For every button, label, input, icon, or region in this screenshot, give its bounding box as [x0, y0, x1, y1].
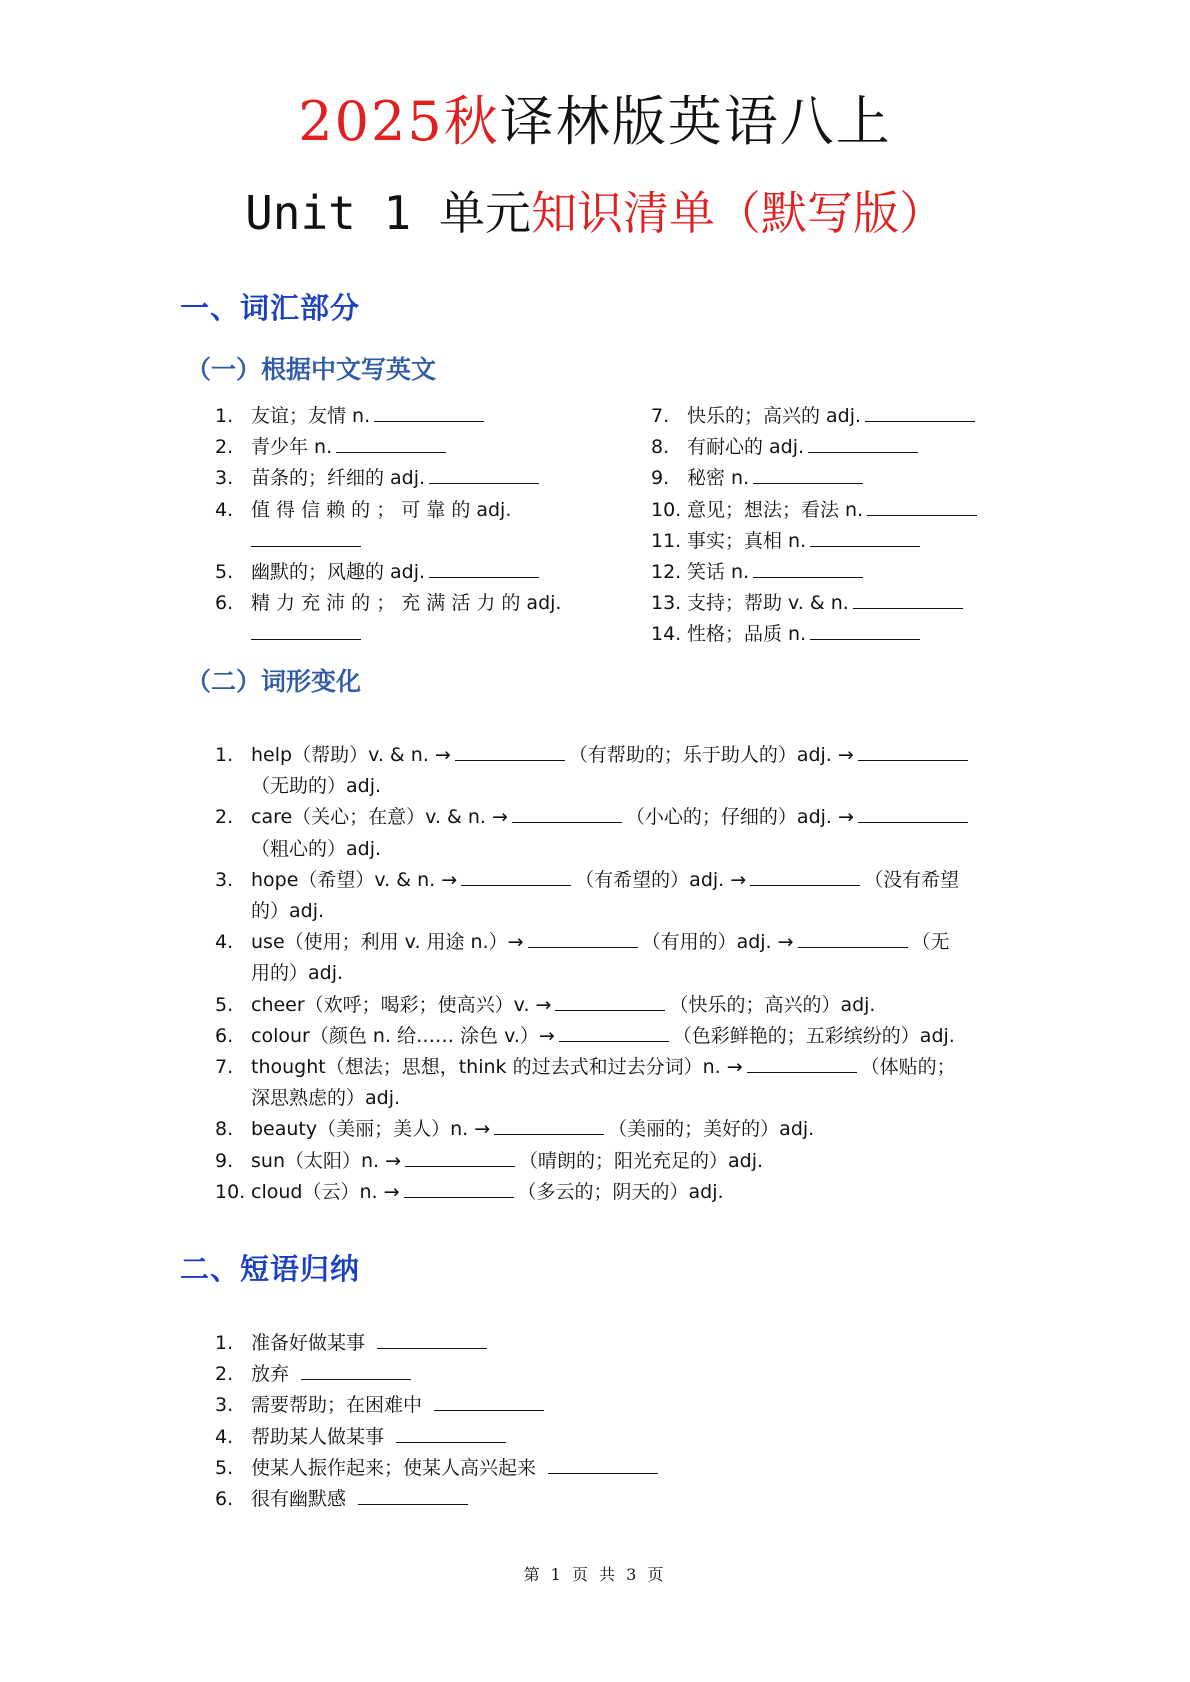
- item-text: 准备好做某事: [251, 1332, 366, 1354]
- item-continuation: 深思熟虑的）adj.: [251, 1087, 401, 1110]
- document-title: [0, 84, 1190, 160]
- item-number: 10.: [215, 1180, 246, 1203]
- word-form-item: [215, 1177, 1015, 1208]
- vocab-item: [651, 557, 1031, 588]
- footer-prefix: 第: [523, 1565, 543, 1584]
- answer-blank[interactable]: [865, 420, 975, 422]
- answer-blank[interactable]: [753, 576, 863, 578]
- item-number: 5.: [215, 1456, 234, 1479]
- vocab-item: [651, 619, 1031, 650]
- item-number: 9.: [651, 467, 670, 490]
- phrase-item: [215, 1453, 915, 1484]
- item-continuation: 用的）adj.: [251, 962, 344, 985]
- title-season: 秋: [443, 90, 500, 153]
- item-number: 1.: [215, 1332, 234, 1354]
- vocab-item: [651, 463, 1031, 494]
- answer-blank[interactable]: [747, 1071, 857, 1073]
- answer-blank[interactable]: [396, 1441, 506, 1443]
- footer-page: 1: [550, 1565, 564, 1584]
- answer-blank[interactable]: [374, 420, 484, 422]
- answer-blank[interactable]: [512, 821, 622, 823]
- vocab-item: [215, 401, 575, 432]
- vocab-item: [215, 495, 575, 557]
- subtitle-unit: Unit 1: [245, 186, 439, 240]
- vocab-item: [651, 495, 1031, 526]
- item-text-a: care（关心；在意）v. & n. →: [251, 806, 508, 829]
- answer-blank[interactable]: [555, 1009, 665, 1011]
- item-text: 幽默的；风趣的 adj.: [251, 561, 426, 584]
- item-number: 7.: [215, 1056, 234, 1079]
- item-number: 2.: [215, 806, 234, 829]
- item-text-a: cheer（欢呼；喝彩；使高兴）v. →: [251, 993, 552, 1016]
- answer-blank[interactable]: [336, 451, 446, 453]
- answer-blank[interactable]: [548, 1472, 658, 1474]
- footer-total: 3: [626, 1565, 640, 1584]
- item-text-b: （小心的；仔细的）adj. →: [625, 806, 854, 829]
- word-form-item: [215, 927, 1015, 989]
- item-number: 12.: [651, 561, 682, 584]
- item-text: 秘密 n.: [687, 467, 750, 490]
- vocab-left-list: [215, 401, 575, 651]
- subtitle-red: 知识清单（默写版）: [530, 186, 945, 240]
- vocab-item: [215, 432, 575, 463]
- item-number: 6.: [215, 592, 234, 615]
- section1-heading: 一、词汇部分: [180, 291, 361, 325]
- item-text-b: （美丽的；美好的）adj.: [608, 1118, 815, 1141]
- title-rest: 译林版英语八上: [499, 90, 892, 153]
- item-number: 6.: [215, 1024, 234, 1047]
- title-year: 2025: [298, 90, 444, 153]
- item-continuation: （无助的）adj.: [251, 775, 382, 798]
- word-form-item: [215, 802, 1015, 864]
- footer-suffix: 页: [647, 1565, 667, 1584]
- word-form-item: [215, 865, 1015, 927]
- word-form-item: [215, 990, 1015, 1021]
- answer-blank[interactable]: [429, 482, 539, 484]
- item-text: 有耐心的 adj.: [687, 436, 805, 459]
- vocab-item: [215, 463, 575, 494]
- item-text-b: （有希望的）adj. →: [575, 868, 747, 891]
- item-number: 13.: [651, 592, 682, 615]
- item-number: 7.: [651, 405, 670, 427]
- vocab-item: [215, 557, 575, 588]
- item-number: 1.: [215, 744, 234, 766]
- item-text-b: （有帮助的；乐于助人的）adj. →: [568, 744, 854, 766]
- item-text-b: （有用的）adj. →: [641, 931, 794, 954]
- vocab-item: [651, 526, 1031, 557]
- item-number: 2.: [215, 436, 234, 459]
- answer-blank[interactable]: [251, 545, 361, 547]
- answer-blank[interactable]: [434, 1409, 544, 1411]
- vocab-item: [651, 401, 1031, 432]
- word-form-item: [215, 1146, 1015, 1177]
- item-number: 4.: [215, 498, 234, 521]
- answer-blank[interactable]: [798, 946, 908, 948]
- item-text-b: （晴朗的；阳光充足的）adj.: [519, 1149, 764, 1172]
- answer-blank[interactable]: [858, 821, 968, 823]
- phrase-item: [215, 1422, 915, 1453]
- phrase-item: [215, 1328, 915, 1359]
- item-number: 10.: [651, 498, 682, 521]
- word-form-item: [215, 1114, 1015, 1145]
- item-text-c: （没有希望: [864, 868, 960, 891]
- phrases-list: [215, 1328, 915, 1515]
- part1-heading: （一）根据中文写英文: [186, 355, 437, 384]
- item-text-b: （色彩鲜艳的；五彩缤纷的）adj.: [672, 1024, 955, 1047]
- item-text: 需要帮助；在困难中: [251, 1394, 423, 1417]
- answer-blank[interactable]: [867, 514, 977, 516]
- item-number: 2.: [215, 1363, 234, 1386]
- word-forms-list: [215, 740, 1015, 1208]
- item-text: 友谊；友情 n.: [251, 405, 371, 427]
- answer-blank[interactable]: [750, 884, 860, 886]
- answer-blank[interactable]: [853, 607, 963, 609]
- item-number: 5.: [215, 993, 234, 1016]
- item-number: 11.: [651, 529, 682, 552]
- item-text: 意见；想法；看法 n.: [687, 498, 864, 521]
- answer-blank[interactable]: [559, 1040, 669, 1042]
- item-text-c: （无: [911, 931, 950, 954]
- answer-blank[interactable]: [808, 451, 918, 453]
- item-text-a: use（使用；利用 v. 用途 n.）→: [251, 931, 524, 954]
- item-text: 放弃: [251, 1363, 290, 1386]
- vocab-item: [651, 588, 1031, 619]
- item-text: 值 得 信 赖 的 ； 可 靠 的 adj.: [251, 498, 512, 521]
- item-text-a: sun（太阳）n. →: [251, 1149, 402, 1172]
- item-number: 3.: [215, 467, 234, 490]
- item-number: 5.: [215, 561, 234, 584]
- vocab-right-list: [651, 401, 1031, 651]
- answer-blank[interactable]: [429, 576, 539, 578]
- word-form-item: [215, 1052, 1015, 1114]
- item-continuation: （粗心的）adj.: [251, 837, 382, 860]
- answer-blank[interactable]: [455, 759, 565, 761]
- item-text: 快乐的；高兴的 adj.: [687, 405, 862, 427]
- item-number: 3.: [215, 868, 234, 891]
- footer-middle: 页 共: [571, 1565, 619, 1584]
- item-number: 6.: [215, 1488, 234, 1511]
- phrase-item: [215, 1390, 915, 1421]
- answer-blank[interactable]: [810, 638, 920, 640]
- item-text-b: （多云的；阴天的）adj.: [517, 1180, 724, 1203]
- item-text: 使某人振作起来；使某人高兴起来: [251, 1456, 537, 1479]
- item-text-a: cloud（云）n. →: [251, 1180, 400, 1203]
- item-text: 帮助某人做某事: [251, 1425, 385, 1448]
- answer-blank[interactable]: [251, 638, 361, 640]
- item-number: 14.: [651, 623, 682, 646]
- item-number: 8.: [215, 1118, 234, 1141]
- item-text-a: colour（颜色 n. 给…… 涂色 v.）→: [251, 1024, 555, 1047]
- vocab-item: [651, 432, 1031, 463]
- item-text-b: （快乐的；高兴的）adj.: [669, 993, 876, 1016]
- answer-blank[interactable]: [810, 545, 920, 547]
- phrase-item: [215, 1359, 915, 1390]
- subtitle-black: 单元: [438, 186, 531, 240]
- item-text-b: （体贴的；: [860, 1056, 956, 1079]
- answer-blank[interactable]: [753, 482, 863, 484]
- answer-blank[interactable]: [358, 1503, 468, 1505]
- item-text: 支持；帮助 v. & n.: [687, 592, 849, 615]
- answer-blank[interactable]: [858, 759, 968, 761]
- answer-blank[interactable]: [461, 884, 571, 886]
- item-text-a: thought（想法；思想，think 的过去式和过去分词）n. →: [251, 1056, 743, 1079]
- vocab-item: [215, 588, 575, 650]
- item-text: 笑话 n.: [687, 561, 750, 584]
- item-number: 3.: [215, 1394, 234, 1417]
- phrase-item: [215, 1484, 915, 1515]
- item-number: 4.: [215, 1425, 234, 1448]
- part2-heading: （二）词形变化: [186, 667, 362, 696]
- word-form-item: [215, 1021, 1015, 1052]
- section2-heading: 二、短语归纳: [180, 1252, 361, 1286]
- answer-blank[interactable]: [301, 1378, 411, 1380]
- answer-blank[interactable]: [528, 946, 638, 948]
- item-continuation: 的）adj.: [251, 900, 325, 923]
- answer-blank[interactable]: [404, 1196, 514, 1198]
- answer-blank[interactable]: [377, 1347, 487, 1349]
- item-text: 性格；品质 n.: [687, 623, 807, 646]
- item-text-a: help（帮助）v. & n. →: [251, 744, 451, 766]
- item-text: 事实；真相 n.: [687, 529, 807, 552]
- item-number: 4.: [215, 931, 234, 954]
- page-footer: [0, 1562, 1190, 1585]
- answer-blank[interactable]: [405, 1165, 515, 1167]
- document-subtitle: [0, 180, 1190, 246]
- answer-blank[interactable]: [494, 1133, 604, 1135]
- item-text: 苗条的；纤细的 adj.: [251, 467, 426, 490]
- item-number: 1.: [215, 405, 234, 427]
- item-text-a: hope（希望）v. & n. →: [251, 868, 458, 891]
- item-number: 9.: [215, 1149, 234, 1172]
- item-text-a: beauty（美丽；美人）n. →: [251, 1118, 491, 1141]
- item-text: 青少年 n.: [251, 436, 333, 459]
- item-text: 精 力 充 沛 的 ； 充 满 活 力 的 adj.: [251, 592, 562, 615]
- word-form-item: [215, 740, 1015, 802]
- item-text: 很有幽默感: [251, 1488, 347, 1511]
- item-number: 8.: [651, 436, 670, 459]
